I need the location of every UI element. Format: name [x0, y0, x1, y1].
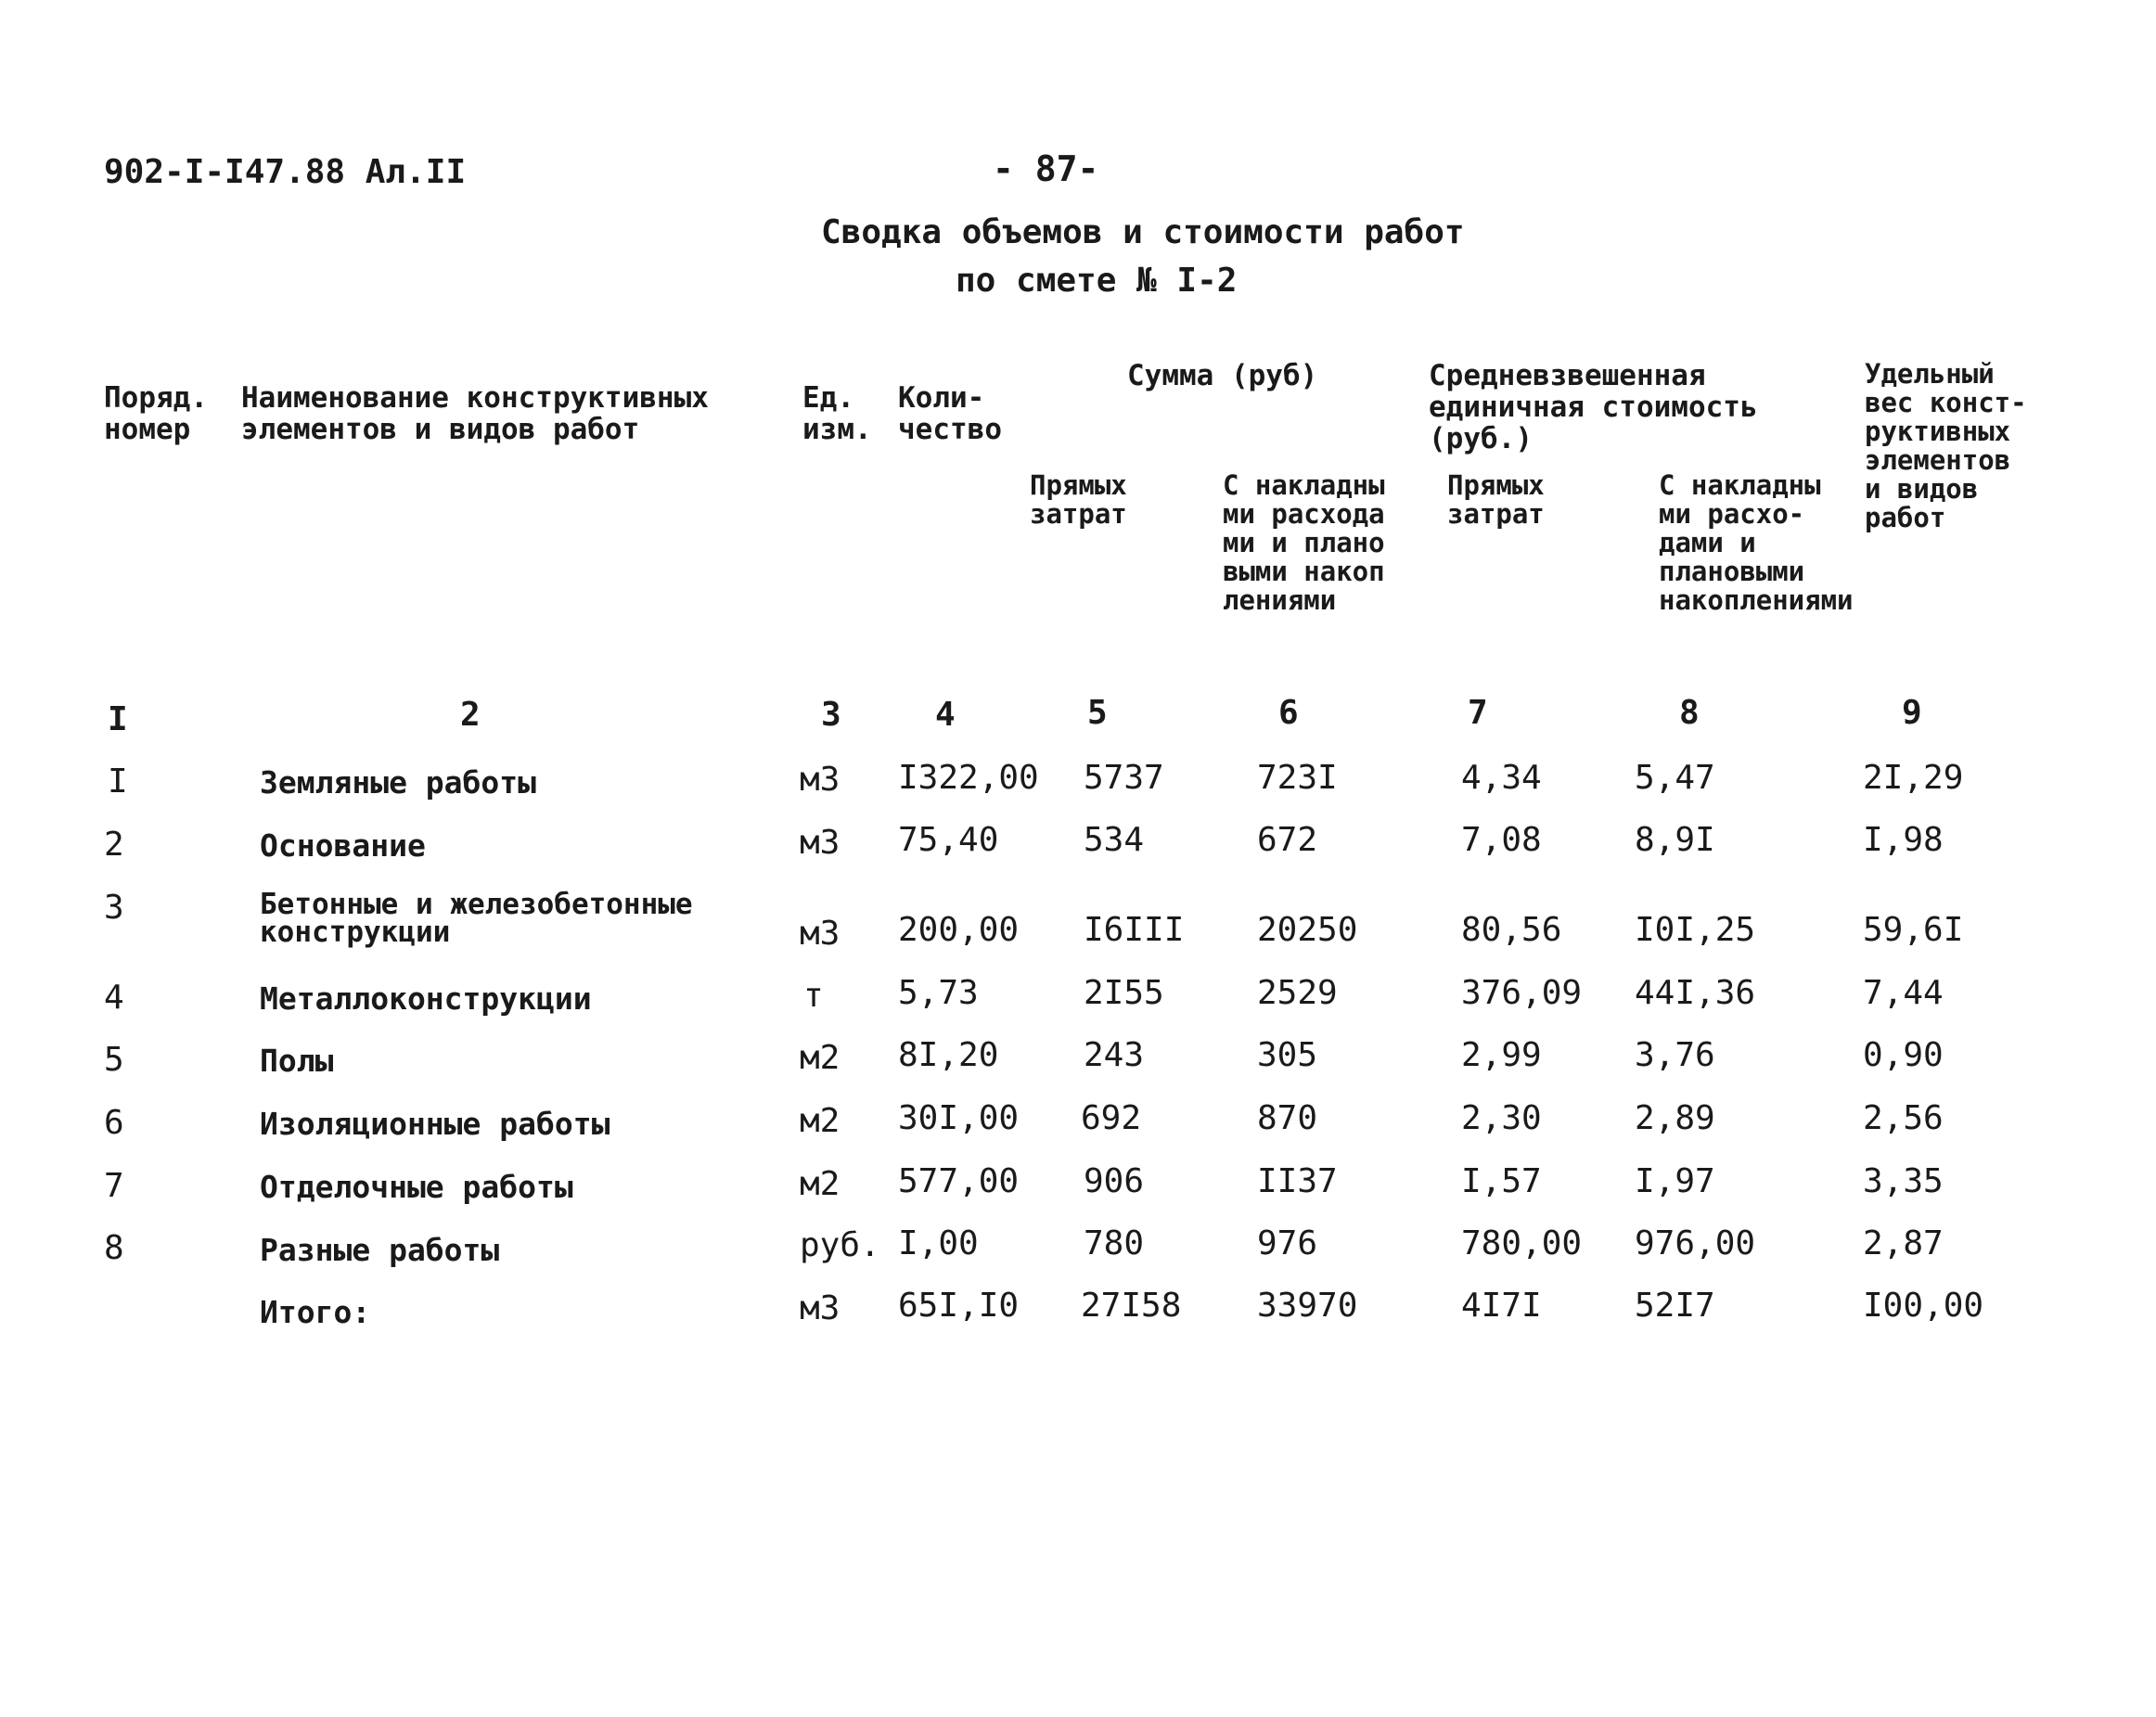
row-name: Полы [260, 1043, 334, 1079]
row-number: 2 [104, 826, 124, 864]
header-order-number: Поряд. номер [104, 381, 208, 446]
header-sum-group: Сумма (руб) [1127, 359, 1318, 392]
row-overhead-sum: 870 [1257, 1099, 1318, 1137]
row-unit-overhead: I0I,25 [1635, 911, 1756, 949]
total-direct-sum: 27I58 [1081, 1287, 1182, 1325]
column-number: 6 [1278, 694, 1299, 732]
row-quantity: 577,00 [898, 1162, 1020, 1200]
row-overhead-sum: 20250 [1257, 911, 1358, 949]
row-name: Изоляционные работы [260, 1106, 610, 1142]
row-unit: т [803, 977, 824, 1015]
header-share: Удельный вес конст- руктивных элементов и видов работ [1865, 358, 2027, 533]
row-name: Земляные работы [260, 764, 537, 801]
row-unit-direct: 780,00 [1461, 1224, 1583, 1262]
row-direct-sum: 5737 [1084, 759, 1164, 797]
row-unit-overhead: I,97 [1635, 1162, 1715, 1200]
row-share: 2,56 [1863, 1099, 1944, 1137]
row-name: Бетонные и железобетонные конструкции [260, 888, 693, 949]
row-share: I,98 [1863, 821, 1944, 859]
row-quantity: 200,00 [898, 911, 1020, 949]
header-avg-group: Средневзвешенная единичная стоимость (руб.) [1429, 359, 1758, 455]
page-number: - 87- [993, 148, 1099, 189]
row-overhead-sum: 672 [1257, 821, 1318, 859]
row-share: 59,6I [1863, 911, 1964, 949]
row-unit-overhead: 44I,36 [1635, 974, 1756, 1012]
column-number: 2 [460, 696, 481, 734]
row-share: 3,35 [1863, 1162, 1944, 1200]
header-sum-direct: Прямых затрат [1030, 469, 1127, 530]
row-unit-overhead: 3,76 [1635, 1036, 1715, 1074]
column-number: I [108, 700, 128, 738]
row-quantity: I322,00 [898, 759, 1039, 797]
row-overhead-sum: 976 [1257, 1224, 1318, 1262]
row-unit-direct: 7,08 [1461, 821, 1542, 859]
row-unit-overhead: 976,00 [1635, 1224, 1756, 1262]
row-unit: руб. [800, 1226, 880, 1264]
row-unit: м2 [800, 1039, 841, 1077]
row-unit-direct: 2,99 [1461, 1036, 1542, 1074]
column-number: 8 [1679, 694, 1700, 732]
column-number: 5 [1087, 694, 1108, 732]
row-quantity: 30I,00 [898, 1099, 1020, 1137]
row-unit: м2 [800, 1102, 841, 1140]
page-subtitle: по смете № I-2 [956, 262, 1238, 300]
row-number: I [108, 762, 128, 801]
row-share: 2I,29 [1863, 759, 1964, 797]
total-quantity: 65I,I0 [898, 1287, 1020, 1325]
row-unit: м3 [800, 824, 841, 862]
row-quantity: I,00 [898, 1224, 979, 1262]
total-label: Итого: [260, 1294, 371, 1330]
header-element-name: Наименование конструктивных элементов и видов работ [241, 381, 709, 446]
row-overhead-sum: II37 [1257, 1162, 1338, 1200]
row-direct-sum: 534 [1084, 821, 1145, 859]
document-code: 902-I-I47.88 Ал.II [104, 153, 467, 191]
row-unit-overhead: 2,89 [1635, 1099, 1715, 1137]
row-unit: м2 [800, 1165, 841, 1203]
row-number: 6 [104, 1104, 124, 1142]
row-direct-sum: 2I55 [1084, 974, 1164, 1012]
row-unit-direct: I,57 [1461, 1162, 1542, 1200]
header-sum-overhead: С накладны ми расхода ми и плано выми накоп лениями [1223, 469, 1385, 616]
row-name: Металлоконструкции [260, 980, 592, 1017]
header-unit: Ед. изм. [802, 381, 872, 446]
total-overhead-sum: 33970 [1257, 1287, 1358, 1325]
column-number: 9 [1902, 694, 1922, 732]
row-share: 7,44 [1863, 974, 1944, 1012]
row-unit-direct: 376,09 [1461, 974, 1583, 1012]
row-number: 7 [104, 1167, 124, 1205]
row-overhead-sum: 723I [1257, 759, 1338, 797]
row-share: 2,87 [1863, 1224, 1944, 1262]
row-name: Основание [260, 827, 426, 864]
total-unit: м3 [800, 1289, 841, 1327]
row-number: 8 [104, 1229, 124, 1267]
row-unit-overhead: 8,9I [1635, 821, 1715, 859]
row-unit-direct: 80,56 [1461, 911, 1562, 949]
header-avg-overhead: С накладны ми расхо- дами и плановыми накоплениями [1659, 469, 1854, 616]
row-unit-direct: 4,34 [1461, 759, 1542, 797]
row-quantity: 8I,20 [898, 1036, 999, 1074]
row-number: 5 [104, 1041, 124, 1079]
column-number: 4 [935, 696, 956, 734]
page-title: Сводка объемов и стоимости работ [821, 213, 1465, 251]
header-avg-direct: Прямых затрат [1447, 469, 1545, 530]
column-number: 7 [1468, 694, 1488, 732]
row-name: Отделочные работы [260, 1169, 573, 1205]
row-unit-direct: 2,30 [1461, 1099, 1542, 1137]
total-unit-overhead: 52I7 [1635, 1287, 1715, 1325]
row-direct-sum: 780 [1084, 1224, 1145, 1262]
row-quantity: 75,40 [898, 821, 999, 859]
row-number: 4 [104, 979, 124, 1017]
row-unit: м3 [800, 915, 841, 953]
total-unit-direct: 4I7I [1461, 1287, 1542, 1325]
total-share: I00,00 [1863, 1287, 1984, 1325]
row-share: 0,90 [1863, 1036, 1944, 1074]
row-direct-sum: I6III [1084, 911, 1185, 949]
header-quantity: Коли- чество [898, 381, 1002, 446]
row-direct-sum: 906 [1084, 1162, 1145, 1200]
row-quantity: 5,73 [898, 974, 979, 1012]
row-number: 3 [104, 889, 124, 927]
row-unit: м3 [800, 761, 841, 799]
row-direct-sum: 243 [1084, 1036, 1145, 1074]
row-overhead-sum: 305 [1257, 1036, 1318, 1074]
row-unit-overhead: 5,47 [1635, 759, 1715, 797]
row-name: Разные работы [260, 1232, 500, 1268]
row-overhead-sum: 2529 [1257, 974, 1338, 1012]
column-number: 3 [821, 696, 841, 734]
row-direct-sum: 692 [1081, 1099, 1142, 1137]
